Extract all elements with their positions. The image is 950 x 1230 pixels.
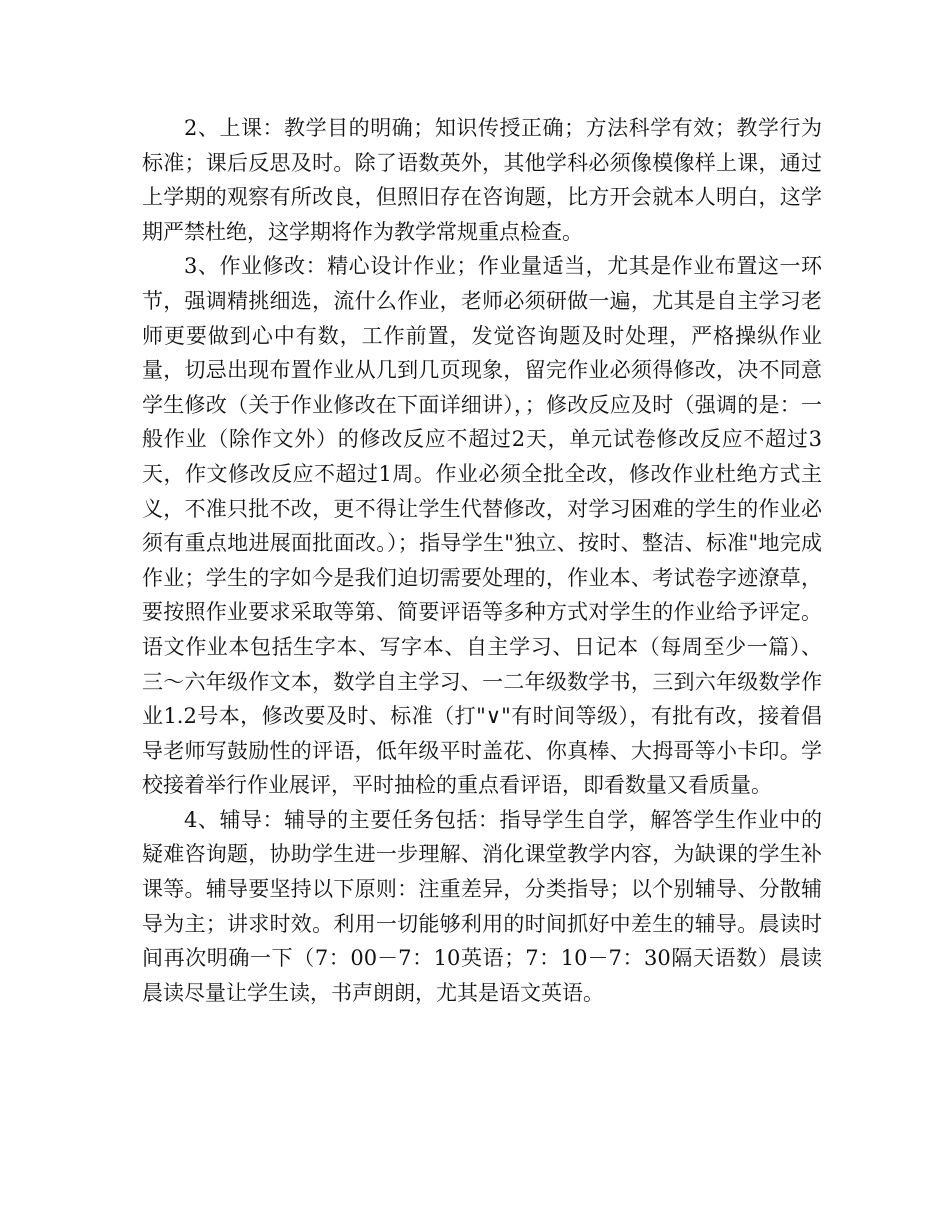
document-body bbox=[142, 111, 822, 1010]
paragraph-homework-correction: 3、作业修改：精心设计作业；作业量适当，尤其是作业布置这一环节，强调精挑细选，流什么作业，老师必须研做一遍，尤其是自主学习老师更要做到心中有数，工作前置，发觉咨询题及时处理，严格操纵作业量，切忌出现布置作业从几到几页现象，留完作业必须得修改，决不同意学生修改（关于作业修改在下面详细讲），；修改反应及时（强调的是：一般作业（除作文外）的修改反应不超过2天，单元试卷修改反应不超过3天，作文修改反应不超过1周。作业必须全批全改，修改作业杜绝方式主义，不准只批不改，更不得让学生代替修改，对学习困难的学生的作业必须有重点地进展面批面改。）；指导学生"独立、按时、整洁、标准"地完成作业；学生的字如今是我们迫切需要处理的，作业本、考试卷字迹潦草，要按照作业要求采取等第、简要评语等多种方式对学生的作业给予评定。语文作业本包括生字本、写字本、自主学习、日记本（每周至少一篇）、三～六年级作文本，数学自主学习、一二年级数学书，三到六年级数学作业1.2号本，修改要及时、标准（打"∨"有时间等级），有批有改，接着倡导老师写鼓励性的评语，低年级平时盖花、你真棒、大拇哥等小卡印。学校接着举行作业展评，平时抽检的重点看评语，即看数量又看质量。 bbox=[142, 254, 822, 798]
paragraph-tutoring: 4、辅导：辅导的主要任务包括：指导学生自学，解答学生作业中的疑难咨询题，协助学生进一步理解、消化课堂教学内容，为缺课的学生补课等。辅导要坚持以下原则：注重差异，分类指导；以个别辅导、分散辅导为主；讲求时效。利用一切能够利用的时间抓好中差生的辅导。晨读时间再次明确一下（7：00－7：10英语；7：10－7：30隔天语数）晨读晨读尽量让学生读，书声朗朗，尤其是语文英语。 bbox=[142, 807, 822, 1005]
paragraph-class-teaching: 2、上课：教学目的明确；知识传授正确；方法科学有效；教学行为标准；课后反思及时。除了语数英外，其他学科必须像模像样上课，通过上学期的观察有所改良，但照旧存在咨询题，比方开会就本人明白，这学期严禁杜绝，这学期将作为教学常规重点检查。 bbox=[142, 116, 822, 244]
